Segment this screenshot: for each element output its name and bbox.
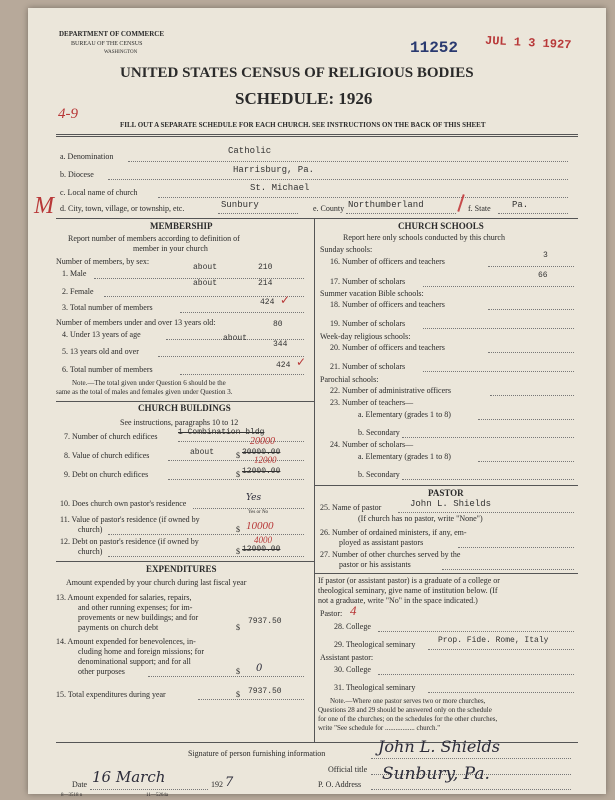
running-expenses-label-4: payments on church debt <box>78 623 159 632</box>
residence-owned-value: Yes <box>246 493 262 503</box>
expenditures-heading: EXPENDITURES <box>146 564 217 574</box>
schedule-title: SCHEDULE: 1926 <box>235 89 373 108</box>
other-churches-label-1: 27. Number of other churches served by the <box>320 550 461 559</box>
city-value: Sunbury <box>221 200 259 210</box>
official-title-label: Official title <box>328 765 368 774</box>
sunday-teachers-value: 3 <box>543 251 548 260</box>
total-members-2-value: 424 <box>276 361 291 370</box>
edifice-value-value: 30000.00 <box>242 448 281 457</box>
running-expenses-label-3: provements or new buildings; and for <box>78 613 199 622</box>
date-value: 16 March <box>92 768 166 786</box>
parochial-teachers-label: 23. Number of teachers— <box>330 398 414 407</box>
benevolences-label-4: other purposes <box>78 667 125 676</box>
pastor-subheading: Pastor: <box>320 609 343 618</box>
over-13-label: 5. 13 years old and over <box>62 347 139 356</box>
pastor-name-value: John L. Shields <box>410 499 492 509</box>
membership-heading: MEMBERSHIP <box>150 221 213 231</box>
weekday-scholars-label: 21. Number of scholars <box>330 362 406 371</box>
summer-scholars-label: 19. Number of scholars <box>330 319 406 328</box>
ordained-label-1: 26. Number of ordained ministers, if any, em- <box>320 528 467 537</box>
benevolences-label-1: 14. Amount expended for benevolences, in- <box>56 637 196 646</box>
pencil-code: 4-9 <box>58 106 78 122</box>
parochial-label: Parochial schools: <box>320 375 379 384</box>
membership-note-2: same as the total of males and females given under Question 3. <box>56 388 233 396</box>
total-members-label: 3. Total number of members <box>62 303 153 312</box>
under-over-label: Number of members under and over 13 years old: <box>56 318 216 327</box>
pastor-name-note: (If church has no pastor, write "None") <box>358 514 483 523</box>
graduate-note-3: not a graduate, write "No" in the space indicated.) <box>318 596 478 605</box>
edifices-value: 1 Combination bldg <box>178 428 265 437</box>
under-13-label: 4. Under 13 years of age <box>62 330 141 339</box>
membership-note-1: Note.—The total given under Question 6 should be the <box>72 379 226 387</box>
county-value: Northumberland <box>348 200 424 210</box>
edifices-label: 7. Number of church edifices <box>64 432 158 441</box>
total-members-value: 424 <box>260 298 275 307</box>
pastor-seminary-value: Prop. Fide. Rome, Italy <box>438 636 549 645</box>
schools-heading: CHURCH SCHOOLS <box>398 221 484 231</box>
parochial-teachers-secondary-label: b. Secondary <box>358 428 400 437</box>
residence-value-label-2: church) <box>78 525 103 534</box>
yes-no-hint: Yes or No <box>248 510 269 515</box>
signature-value: John L. Shields <box>378 737 500 756</box>
total-expenditures-label: 15. Total expenditures during year <box>56 690 166 699</box>
assistant-seminary-label: 31. Theological seminary <box>334 683 416 692</box>
female-about: about <box>193 279 218 288</box>
buildings-heading: CHURCH BUILDINGS <box>138 403 231 413</box>
benevolences-value: 0 <box>256 663 263 674</box>
bureau-city: WASHINGTON <box>104 50 138 55</box>
date-year-prefix: 192 <box>211 780 223 789</box>
pastor-seminary-label: 29. Theological seminary <box>334 640 416 649</box>
assistant-college-label: 30. College <box>334 665 371 674</box>
state-value: Pa. <box>512 200 529 210</box>
city-label: d. City, town, village, or township, etc. <box>60 204 185 213</box>
sunday-label: Sunday schools: <box>320 245 373 254</box>
local-name-label: c. Local name of church <box>60 188 138 197</box>
date-label: Date <box>72 780 88 789</box>
form-code: 8—3518 n <box>61 793 83 798</box>
graduate-note-1: If pastor (or assistant pastor) is a graduate of a college or <box>318 576 500 585</box>
residence-debt-label-2: church) <box>78 547 103 556</box>
edifice-debt-correction: 12000 <box>254 455 277 465</box>
residence-value-value: 10000 <box>246 520 274 532</box>
summer-teachers-label: 18. Number of officers and teachers <box>330 300 445 309</box>
edifice-value-about: about <box>190 448 215 457</box>
form-code-2: 11—5264a <box>146 793 169 798</box>
residence-value-label-1: 11. Value of pastor's residence (if owned by <box>60 515 200 524</box>
other-churches-label-2: pastor or his assistants <box>339 560 411 569</box>
edifice-debt-value: 12000.00 <box>242 467 281 476</box>
denomination-value: Catholic <box>228 146 272 156</box>
dept-name: DEPARTMENT OF COMMERCE <box>59 30 165 38</box>
graduate-note-2: theological seminary, give name of institution below. (If <box>318 586 498 595</box>
edifice-debt-label: 9. Debt on church edifices <box>64 470 149 479</box>
denomination-label: a. Denomination <box>60 152 114 161</box>
parochial-admin-label: 22. Number of administrative officers <box>330 386 451 395</box>
sunday-teachers-label: 16. Number of officers and teachers <box>330 257 445 266</box>
residence-debt-label-1: 12. Debt on pastor's residence (if owned by <box>60 537 199 546</box>
sunday-scholars-label: 17. Number of scholars <box>330 277 406 286</box>
under-13-about: about <box>223 334 248 343</box>
margin-check-mark: M <box>34 193 54 219</box>
pastor-note-2: Questions 28 and 29 should be answered only on the schedule <box>318 706 492 714</box>
membership-intro-2: member in your church <box>133 244 208 253</box>
state-label: f. State <box>468 204 491 213</box>
weekday-label: Week-day religious schools: <box>320 332 411 341</box>
parochial-scholars-elementary-label: a. Elementary (grades 1 to 8) <box>358 452 451 461</box>
schools-intro: Report here only schools conducted by this church <box>343 233 505 242</box>
male-label: 1. Male <box>62 269 87 278</box>
local-name-value: St. Michael <box>250 183 310 193</box>
serial-number: 11252 <box>410 39 459 57</box>
po-address-value: Sunbury, Pa. <box>382 764 490 784</box>
benevolences-label-3: denominational support; and for all <box>78 657 191 666</box>
pastor-note-3: for one of the churches; on the schedules for the other churches, <box>318 715 498 723</box>
pastor-college-label: 28. College <box>334 622 371 631</box>
census-form: DEPARTMENT OF COMMERCE BUREAU OF THE CENSUS WASHINGTON 11252 JUL 1 3 1927 UNITED STATES CENSUS OF RELIGIOUS BODIES SCHEDULE: 1926 4-9 FILL OUT A SEPARATE SCHEDULE FOR EACH CHURCH. SEE INSTRUCTIONS ON THE BACK OF THIS SHEET a. Denomination Catholic b. Diocese Harrisburg, Pa. c. Local name of church St. Michael M d. City, town, village, or township, etc. Sunbury e. County Northumberland f. State Pa. MEMBERSHIP Report number of members according to definition of member in your church Number of members, by sex: 1. Male about 210 2. Female about 214 3. Total number of members 424 ✓ Number of members under and over 13 years old: 4. Under 13 years of age about 80 5. 13 years old and over 344 6. Total number of members 424 ✓ Note.—The total given under Question 6 should be the same as the total of males and females given under Question 3. CHURCH BUILDINGS See instructions, paragraphs 10 to 12 7. Number of church edifices 1 Combination bldg 8. Value of church edifices about $ 30000.00 20000 9. Debt on church edifices $ 12000.00 12000 10. Does church own pastor's residence Yes Yes or No 11. Value of pastor's residence (if owned by church) $ 10000 12. Debt on pastor's residence (if owned by church) $ 12000.00 4000 EXPENDITURES Amount expended by your church during last fiscal year 13. Amount expended for salaries, repairs, and other running expenses; for im- provements or new buildings; and for payments on church debt $ 7937.50 14. Amount expended for benevolences, in- cluding home and foreign missions; for denominational support; and for all other purposes $ 0 15. Total expenditures during year $ 7937.50 CHURCH SCHOOLS Report here only schools conducted by this church Sunday schools: 16. Number of officers and teachers 3 17. Number of scholars 66 Summer vacation Bible schools: 18. Number of officers and teachers 19. Number of scholars Week-day religious schools: 20. Number of officers and teachers 21. Number of scholars Parochial schools: 22. Number of administrative officers 23. Number of teachers— a. Elementary (grades 1 to 8) b. Secondary 24. Number of scholars— a. Elementary (grades 1 to 8) b. Secondary PASTOR 25. Name of pastor John L. Shields (If church has no pastor, write "None") 26. Number of ordained ministers, if any, em- ployed as assistant pastors 27. Number of other churches served by the pastor or his assistants If pastor (or assistant pastor) is a graduate of a college or theological seminary, give name of institution below. (If not a graduate, write "No" in the space indicated.) Pastor: 4 28. College 29. Theological seminary Prop. Fide. Rome, Italy Assistant pastor: 30. College 31. Theological seminary Note.—Where one pastor serves two or more churches, Questions 28 and 29 should be answered only on the schedule for one of the churches; on the schedules for the other churches, write "See schedule for ................. church." Signature of person furnishing information John L. Shields Official title Date 16 March 192 7 8—3518 n 11—5264a P. O. Address Sunbury, Pa. <box>28 8 606 794</box>
pastor-note-1: Note.—Where one pastor serves two or more churches, <box>330 697 486 705</box>
county-label: e. County <box>313 204 345 213</box>
summer-label: Summer vacation Bible schools: <box>320 289 424 298</box>
pastor-heading: PASTOR <box>428 488 464 498</box>
form-title: UNITED STATES CENSUS OF RELIGIOUS BODIES <box>120 65 474 81</box>
total-members-2-label: 6. Total number of members <box>62 365 153 374</box>
weekday-teachers-label: 20. Number of officers and teachers <box>330 343 445 352</box>
ordained-label-2: ployed as assistant pastors <box>339 538 424 547</box>
form-instruction: FILL OUT A SEPARATE SCHEDULE FOR EACH CHURCH. SEE INSTRUCTIONS ON THE BACK OF THIS SHEET <box>120 121 486 129</box>
parochial-teachers-elementary-label: a. Elementary (grades 1 to 8) <box>358 410 451 419</box>
by-sex-label: Number of members, by sex: <box>56 257 150 266</box>
diocese-label: b. Diocese <box>60 170 94 179</box>
signature-label: Signature of person furnishing information <box>188 749 326 758</box>
sunday-scholars-value: 66 <box>538 271 548 280</box>
running-expenses-value: 7937.50 <box>248 617 282 626</box>
diocese-value: Harrisburg, Pa. <box>233 165 315 175</box>
pastor-check-mark: 4 <box>350 603 357 618</box>
po-address-label: P. O. Address <box>318 780 362 789</box>
over-13-value: 344 <box>273 340 288 349</box>
expenditures-sub: Amount expended by your church during last fiscal year <box>66 578 247 587</box>
total-expenditures-value: 7937.50 <box>248 687 282 696</box>
female-value: 214 <box>258 279 273 288</box>
pastor-name-label: 25. Name of pastor <box>320 503 382 512</box>
buildings-sub: See instructions, paragraphs 10 to 12 <box>120 418 239 427</box>
parochial-scholars-secondary-label: b. Secondary <box>358 470 400 479</box>
parochial-scholars-label: 24. Number of scholars— <box>330 440 414 449</box>
bureau-name: BUREAU OF THE CENSUS <box>71 41 143 47</box>
male-value: 210 <box>258 263 273 272</box>
running-expenses-label-1: 13. Amount expended for salaries, repairs, <box>56 593 192 602</box>
edifice-value-label: 8. Value of church edifices <box>64 451 150 460</box>
assistant-subheading: Assistant pastor: <box>320 653 374 662</box>
pastor-note-4: write "See schedule for ................. church." <box>318 724 441 732</box>
residence-debt-correction: 4000 <box>254 535 272 545</box>
residence-debt-value: 12000.00 <box>242 545 281 554</box>
edifice-value-correction: 20000 <box>250 436 275 447</box>
residence-owned-label: 10. Does church own pastor's residence <box>60 499 187 508</box>
female-label: 2. Female <box>62 287 94 296</box>
received-stamp: JUL 1 3 1927 <box>484 33 572 53</box>
male-about: about <box>193 263 218 272</box>
benevolences-label-2: cluding home and foreign missions; for <box>78 647 204 656</box>
running-expenses-label-2: and other running expenses; for im- <box>78 603 193 612</box>
under-13-value: 80 <box>273 320 283 329</box>
date-year-value: 7 <box>225 775 234 790</box>
membership-intro-1: Report number of members according to definition of <box>68 234 240 243</box>
